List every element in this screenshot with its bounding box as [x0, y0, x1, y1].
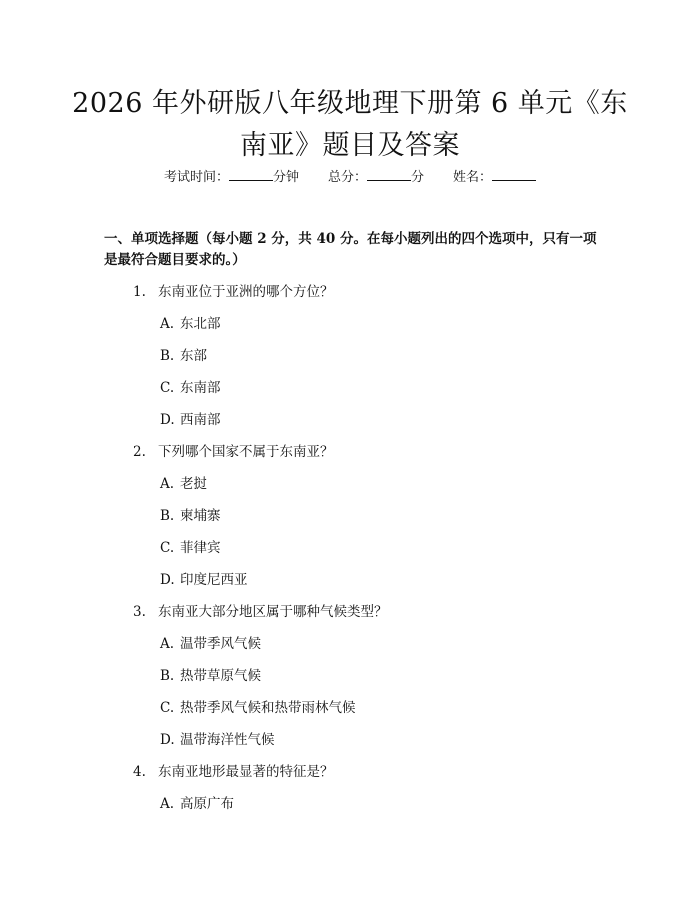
option-letter: A.: [160, 796, 175, 812]
option-text: 西南部: [180, 412, 221, 428]
option-3b: [160, 667, 261, 685]
option-text: 温带季风气候: [180, 636, 261, 652]
option-text: 东南部: [180, 380, 221, 396]
option-letter: C.: [160, 700, 175, 716]
question-3: [133, 603, 388, 621]
question-text: 东南亚位于亚洲的哪个方位？: [158, 284, 334, 300]
option-text: 印度尼西亚: [180, 572, 248, 588]
question-number: 1.: [133, 284, 146, 300]
option-letter: D.: [160, 572, 175, 588]
question-number: 4.: [133, 764, 146, 780]
question-text: 东南亚地形最显著的特征是？: [158, 764, 334, 780]
option-1c: [160, 379, 221, 397]
score-blank: [367, 168, 411, 181]
option-letter: C.: [160, 380, 175, 396]
question-number: 2.: [133, 444, 146, 460]
option-text: 柬埔寨: [180, 508, 221, 524]
section-heading: 一、单项选择题（每小题 2 分，共 40 分。在每小题列出的四个选项中，只有一项是最符合题目要求的。）: [104, 231, 597, 268]
question-4: [133, 763, 334, 781]
option-letter: B.: [160, 668, 175, 684]
option-2a: [160, 475, 207, 493]
question-text: 东南亚大部分地区属于哪种气候类型？: [158, 604, 388, 620]
option-text: 东部: [180, 348, 207, 364]
option-text: 菲律宾: [180, 540, 221, 556]
option-4a: [160, 795, 234, 813]
option-letter: A.: [160, 636, 175, 652]
option-letter: A.: [160, 476, 175, 492]
option-2c: [160, 539, 221, 557]
time-label: 考试时间：: [164, 170, 230, 185]
option-text: 东北部: [180, 316, 221, 332]
option-3d: [160, 731, 275, 749]
name-blank: [492, 168, 536, 181]
question-2: [133, 443, 334, 461]
page-title-line-1: 2026 年外研版八年级地理下册第 6 单元《东: [72, 88, 628, 119]
option-1b: [160, 347, 207, 365]
option-text: 温带海洋性气候: [180, 732, 275, 748]
option-2b: [160, 507, 221, 525]
option-letter: D.: [160, 412, 175, 428]
score-unit: 分: [411, 170, 425, 185]
option-1d: [160, 411, 221, 429]
option-text: 热带草原气候: [180, 668, 261, 684]
option-1a: [160, 315, 221, 333]
option-letter: B.: [160, 508, 175, 524]
option-3a: [160, 635, 261, 653]
option-2d: [160, 571, 248, 589]
option-letter: C.: [160, 540, 175, 556]
question-text: 下列哪个国家不属于东南亚？: [158, 444, 334, 460]
question-1: [133, 283, 334, 301]
score-label: 总分：: [327, 170, 367, 185]
option-letter: B.: [160, 348, 175, 364]
name-label: 姓名：: [452, 170, 492, 185]
exam-meta: [0, 168, 700, 187]
option-text: 老挝: [180, 476, 207, 492]
option-3c: [160, 699, 356, 717]
time-blank: [229, 168, 273, 181]
time-unit: 分钟: [273, 170, 300, 185]
option-letter: D.: [160, 732, 175, 748]
page-title-line-2: 南亚》题目及答案: [240, 130, 460, 161]
option-text: 高原广布: [180, 796, 234, 812]
question-number: 3.: [133, 604, 146, 620]
option-letter: A.: [160, 316, 175, 332]
option-text: 热带季风气候和热带雨林气候: [180, 700, 356, 716]
